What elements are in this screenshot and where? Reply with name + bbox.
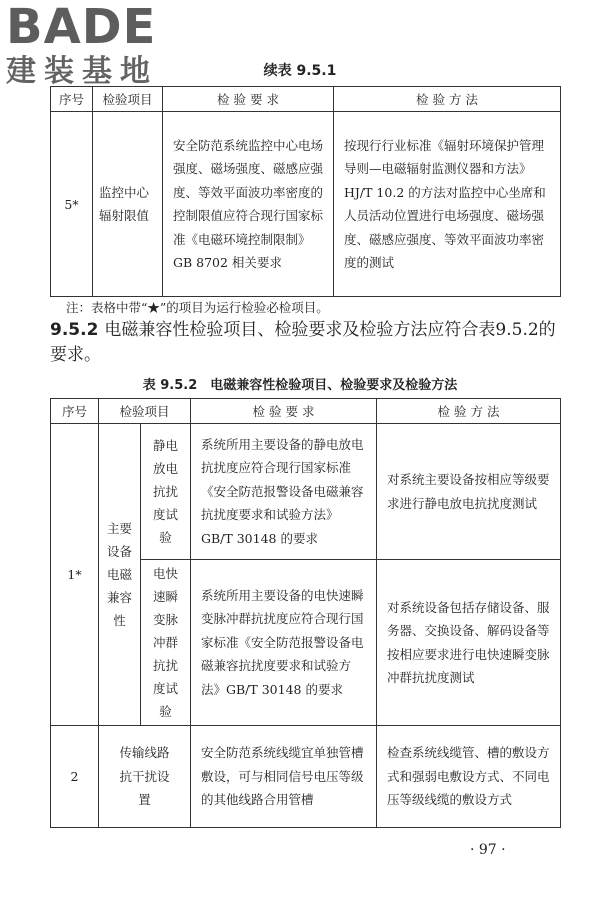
header-item: 检验项目: [93, 87, 163, 112]
logo-chinese: 建装基地: [6, 54, 158, 89]
clause-9-5-2: [50, 318, 560, 368]
row-requirement: 系统所用主要设备的静电放电抗扰度应符合现行国家标准《安全防范报警设备电磁兼容抗扰度要求和试验方法》GB/T 30148 的要求: [191, 424, 377, 560]
table-9-5-1-continued: [50, 86, 561, 297]
header-method: 检 验 方 法: [377, 399, 561, 424]
table-9-5-2-title: 表 9.5.2 电磁兼容性检验项目、检验要求及检验方法: [142, 378, 458, 393]
clause-text: 电磁兼容性检验项目、检验要求及检验方法应符合表9.5.2的要求。: [50, 320, 556, 365]
table-header-row: [51, 87, 561, 112]
table-row: [51, 726, 561, 828]
sub-item: 电快速瞬变脉冲群抗扰度试验: [141, 560, 191, 726]
table-row: [51, 424, 561, 560]
row-method: 对系统设备包括存储设备、服务器、交换设备、解码设备等按相应要求进行电快速瞬变脉冲群抗扰度测试: [377, 560, 561, 726]
row-item: 监控中心辐射限值: [93, 112, 163, 297]
header-requirement: 检 验 要 求: [163, 87, 334, 112]
row-method: 按现行行业标准《辐射环境保护管理导则—电磁辐射监测仪器和方法》HJ/T 10.2 的方法对监控中心坐席和人员活动位置进行电场强度、磁场强度、磁感应强度、等效平面波功率密度的测试: [334, 112, 561, 297]
row-requirement: 安全防范系统线缆宜单独管槽敷设，可与相同信号电压等级的其他线路合用管槽: [191, 726, 377, 828]
row-method: 检查系统线缆管、槽的敷设方式和强弱电敷设方式、不同电压等级线缆的敷设方式: [377, 726, 561, 828]
header-method: 检 验 方 法: [334, 87, 561, 112]
group-no: 1*: [51, 424, 99, 726]
header-no: 序号: [51, 399, 99, 424]
header-requirement: 检 验 要 求: [191, 399, 377, 424]
page-number: · 97 ·: [470, 842, 506, 858]
row-requirement: 安全防范系统监控中心电场强度、磁场强度、磁感应强度、等效平面波功率密度的控制限值应符合现行国家标准《电磁环境控制限制》GB 8702 相关要求: [163, 112, 334, 297]
table-row: [51, 112, 561, 297]
header-no: 序号: [51, 87, 93, 112]
row-item: 传输线路抗干扰设置: [99, 726, 191, 828]
row-no: 5*: [51, 112, 93, 297]
row-no: 2: [51, 726, 99, 828]
header-item: 检验项目: [99, 399, 191, 424]
table-9-5-2: [50, 398, 561, 828]
row-method: 对系统主要设备按相应等级要求进行静电放电抗扰度测试: [377, 424, 561, 560]
group-item: 主要设备电磁兼容性: [99, 424, 141, 726]
logo-brand: BADE: [6, 0, 157, 55]
table-header-row: [51, 399, 561, 424]
row-requirement: 系统所用主要设备的电快速瞬变脉冲群抗扰度应符合现行国家标准《安全防范报警设备电磁兼容抗扰度要求和试验方法》GB/T 30148 的要求: [191, 560, 377, 726]
continued-table-title: 续表 9.5.1: [263, 63, 337, 79]
table-note: 注：表格中带“★”的项目为运行检验必检项目。: [66, 300, 329, 315]
clause-number: 9.5.2: [50, 320, 99, 340]
sub-item: 静电放电抗扰度试验: [141, 424, 191, 560]
